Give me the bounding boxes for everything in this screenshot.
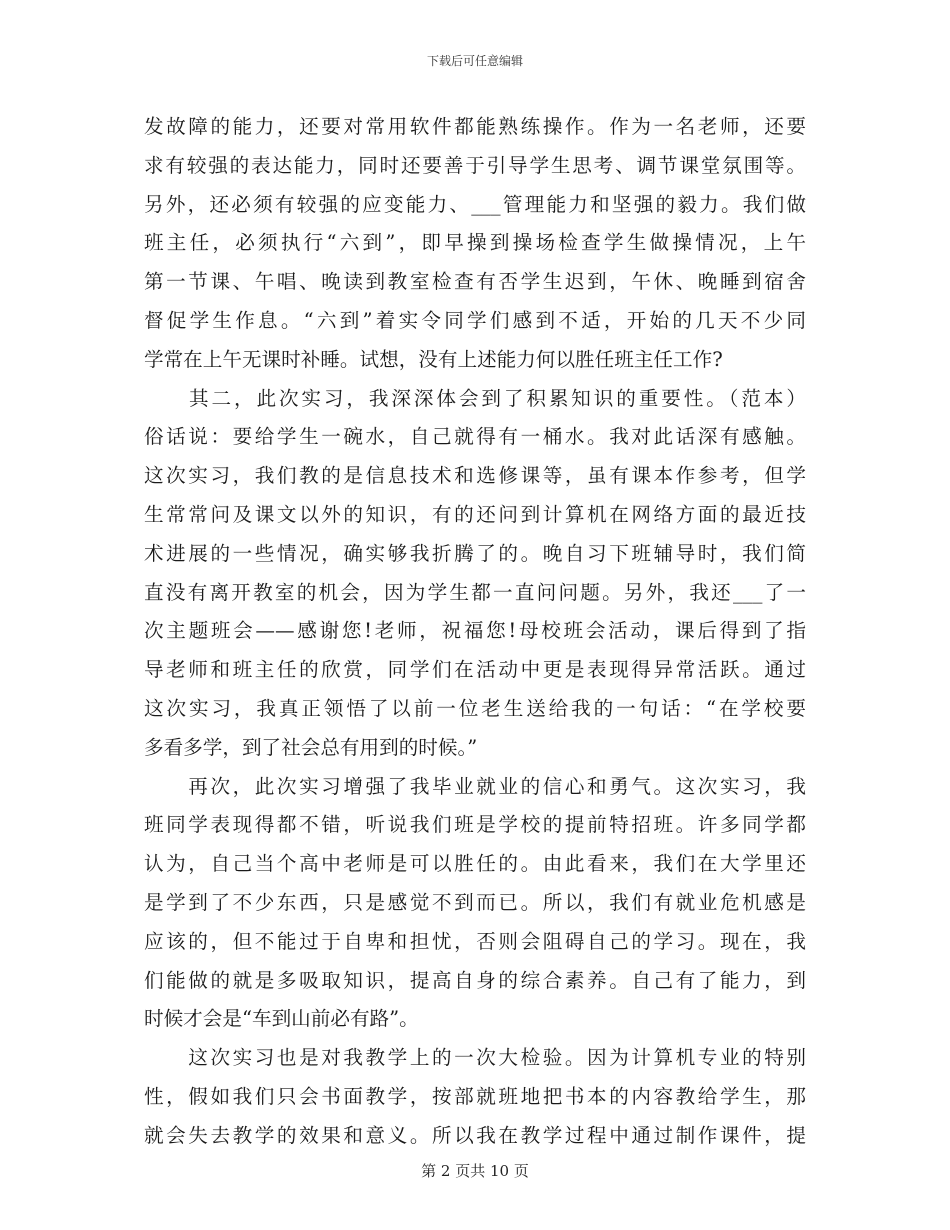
text-line: 其二，此次实习，我深深体会到了积累知识的重要性。（范本） bbox=[144, 386, 806, 410]
text-line: 认为，自己当个高中老师是可以胜任的。由此看来，我们在大学里还 bbox=[144, 852, 806, 876]
text-line: 直没有离开教室的机会，因为学生都一直问问题。另外，我还___了一 bbox=[144, 580, 806, 604]
text-line: 再次，此次实习增强了我毕业就业的信心和勇气。这次实习，我 bbox=[144, 774, 806, 798]
text-line: 发故障的能力，还要对常用软件都能熟练操作。作为一名老师，还要 bbox=[144, 115, 806, 138]
text-line: 导老师和班主任的欣赏，同学们在活动中更是表现得异常活跃。通过 bbox=[144, 658, 806, 682]
text-line: 多看多学，到了社会总有用到的时候。” bbox=[144, 735, 478, 759]
text-line: 班主任，必须执行“六到”，即早操到操场检查学生做操情况，上午 bbox=[144, 231, 806, 255]
text-line: 性，假如我们只会书面教学，按部就班地把书本的内容教给学生，那 bbox=[144, 1084, 806, 1108]
text-line: 时候才会是“车到山前必有路”。 bbox=[144, 1007, 419, 1031]
text-line: 是学到了不少东西，只是感觉不到而已。所以，我们有就业危机感是 bbox=[144, 890, 806, 914]
document-body bbox=[144, 108, 806, 1156]
text-line: 术进展的一些情况，确实够我折腾了的。晚自习下班辅导时，我们简 bbox=[144, 541, 806, 565]
text-line: 第一节课、午唱、晚读到教室检查有否学生迟到，午休、晚睡到宿舍 bbox=[144, 270, 806, 294]
text-line: 就会失去教学的效果和意义。所以我在教学过程中通过制作课件，提 bbox=[144, 1123, 806, 1147]
text-line: 这次实习，我们教的是信息技术和选修课等，虽有课本作参考，但学 bbox=[144, 464, 806, 488]
text-line: 另外，还必须有较强的应变能力、___管理能力和坚强的毅力。我们做 bbox=[144, 192, 806, 216]
text-line: 班同学表现得都不错，听说我们班是学校的提前特招班。许多同学都 bbox=[144, 813, 806, 837]
text-line: 这次实习也是对我教学上的一次大检验。因为计算机专业的特别 bbox=[144, 1046, 806, 1070]
text-line: 们能做的就是多吸取知识，提高自身的综合素养。自己有了能力，到 bbox=[144, 968, 806, 992]
text-line: 学常在上午无课时补睡。试想，没有上述能力何以胜任班主任工作? bbox=[144, 347, 723, 371]
text-line: 这次实习，我真正领悟了以前一位老生送给我的一句话：“在学校要 bbox=[144, 696, 806, 720]
text-line: 应该的，但不能过于自卑和担忧，否则会阻碍自己的学习。现在，我 bbox=[144, 929, 806, 953]
page-number: 第 2 页共 10 页 bbox=[421, 1162, 529, 1180]
text-line: 督促学生作息。“六到”着实令同学们感到不适，开始的几天不少同 bbox=[144, 308, 806, 332]
text-line: 次主题班会——感谢您!老师，祝福您!母校班会活动，课后得到了指 bbox=[144, 619, 806, 643]
page-header: 下载后可任意编辑 bbox=[426, 54, 523, 68]
text-line: 俗话说：要给学生一碗水，自己就得有一桶水。我对此话深有感触。 bbox=[144, 425, 806, 449]
text-line: 求有较强的表达能力，同时还要善于引导学生思考、调节课堂氛围等。 bbox=[144, 153, 806, 177]
text-line: 生常常问及课文以外的知识，有的还问到计算机在网络方面的最近技 bbox=[144, 502, 806, 526]
